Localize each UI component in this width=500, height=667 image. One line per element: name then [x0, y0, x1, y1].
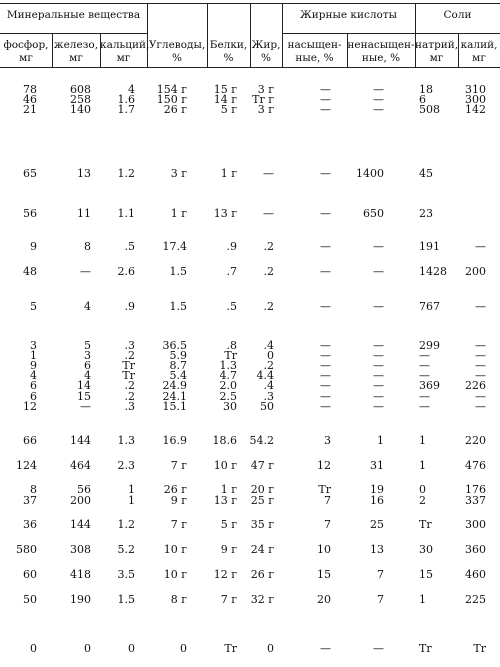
cell-fat: 26 г [250, 568, 274, 581]
cell-carbs: 24.9 [162, 379, 187, 392]
cell-calcium: 3.5 [117, 568, 135, 581]
cell-sodium: 508 [419, 103, 440, 116]
cell-protein: 12 г [213, 568, 237, 581]
cell-unsaturated: 1 [377, 434, 384, 447]
group-header-salts: Соли [443, 9, 472, 21]
cell-carbs: 9 г [170, 494, 187, 507]
cell-saturated: 15 [317, 568, 331, 581]
cell-saturated: 3 [324, 434, 331, 447]
cell-calcium: 1.6 [117, 93, 135, 106]
cell-sodium: 15 [419, 568, 433, 581]
cell-unsaturated: 25 [370, 518, 384, 531]
cell-protein: 2.5 [219, 390, 237, 403]
cell-sodium: 299 [419, 339, 440, 352]
cell-sodium: 369 [419, 379, 440, 392]
cell-carbs: 5.9 [169, 349, 187, 362]
cell-saturated: — [320, 359, 331, 372]
cell-unsaturated: — [373, 369, 384, 382]
cell-protein: 13 г [213, 494, 237, 507]
cell-calcium: Tr [122, 359, 135, 372]
cell-sodium: Tr [419, 518, 432, 531]
cell-calcium: 1.2 [117, 167, 135, 180]
cell-saturated: — [320, 642, 331, 655]
cell-iron: 190 [70, 593, 91, 606]
cell-sodium: 30 [419, 543, 433, 556]
cell-potassium: 226 [465, 379, 486, 392]
cell-phosphorus: 9 [30, 359, 37, 372]
cell-sodium: — [419, 369, 430, 382]
cell-unsaturated: — [373, 265, 384, 278]
cell-unsaturated: 13 [370, 543, 384, 556]
cell-iron: 144 [70, 434, 91, 447]
cell-unsaturated: 1400 [356, 167, 384, 180]
group-header-minerals: Минеральные вещества [6, 9, 141, 21]
cell-unsaturated: — [373, 379, 384, 392]
cell-iron: — [80, 400, 91, 413]
cell-iron: 200 [70, 494, 91, 507]
cell-phosphorus: 78 [23, 83, 37, 96]
cell-carbs: 26 г [163, 483, 187, 496]
cell-fat: 47 г [250, 459, 274, 472]
cell-sodium: 0 [419, 483, 426, 496]
cell-protein: 1 г [220, 483, 237, 496]
cell-potassium: 360 [465, 543, 486, 556]
cell-fat: .2 [263, 240, 274, 253]
cell-calcium: .2 [124, 390, 135, 403]
cell-iron: 11 [77, 207, 91, 220]
cell-fat: 4.4 [256, 369, 274, 382]
cell-fat: .2 [263, 359, 274, 372]
cell-saturated: — [320, 240, 331, 253]
cell-saturated: — [320, 369, 331, 382]
cell-calcium: .3 [124, 339, 135, 352]
cell-potassium: — [475, 369, 486, 382]
cell-iron: 0 [84, 642, 91, 655]
column-header-phosphorus: фосфор, мг [3, 39, 49, 64]
cell-sodium: 6 [419, 93, 426, 106]
cell-potassium: — [475, 359, 486, 372]
cell-saturated: 7 [324, 494, 331, 507]
cell-carbs: 10 г [163, 568, 187, 581]
cell-protein: 13 г [213, 207, 237, 220]
cell-carbs: 24.1 [162, 390, 187, 403]
cell-iron: 140 [70, 103, 91, 116]
cell-sodium: — [419, 359, 430, 372]
cell-carbs: 10 г [163, 543, 187, 556]
cell-phosphorus: 66 [23, 434, 37, 447]
cell-protein: 4.7 [219, 369, 237, 382]
cell-carbs: 7 г [170, 518, 187, 531]
cell-potassium: 476 [465, 459, 486, 472]
group-header-rule [0, 33, 147, 34]
cell-fat: .4 [263, 379, 274, 392]
cell-fat: 3 г [257, 83, 274, 96]
cell-iron: 144 [70, 518, 91, 531]
cell-sodium: 45 [419, 167, 433, 180]
cell-protein: 30 [223, 400, 237, 413]
cell-protein: 1.3 [219, 359, 237, 372]
cell-calcium: 4 [128, 83, 135, 96]
cell-iron: 8 [84, 240, 91, 253]
cell-phosphorus: 6 [30, 379, 37, 392]
cell-saturated: — [320, 93, 331, 106]
cell-calcium: 2.3 [117, 459, 135, 472]
cell-calcium: 0 [128, 642, 135, 655]
cell-unsaturated: 650 [363, 207, 384, 220]
cell-iron: 4 [84, 300, 91, 313]
cell-phosphorus: 3 [30, 339, 37, 352]
column-header-sodium: натрий, мг [415, 39, 459, 64]
cell-saturated: 20 [317, 593, 331, 606]
cell-carbs: 8 г [170, 593, 187, 606]
cell-phosphorus: 1 [30, 349, 37, 362]
cell-unsaturated: 16 [370, 494, 384, 507]
cell-protein: 2.0 [219, 379, 237, 392]
cell-unsaturated: — [373, 83, 384, 96]
cell-protein: Tr [224, 349, 237, 362]
cell-carbs: 154 г [156, 83, 187, 96]
cell-fat: 0 [267, 642, 274, 655]
column-header-saturated: насыщен- ные, % [287, 39, 342, 64]
cell-unsaturated: 31 [370, 459, 384, 472]
cell-sodium: 767 [419, 300, 440, 313]
cell-saturated: — [320, 265, 331, 278]
group-header-fatty-acids: Жирные кислоты [299, 9, 398, 21]
cell-protein: 15 г [213, 83, 237, 96]
cell-unsaturated: — [373, 390, 384, 403]
cell-potassium: Tr [473, 642, 486, 655]
cell-phosphorus: 46 [23, 93, 37, 106]
cell-sodium: — [419, 390, 430, 403]
cell-calcium: 1.7 [117, 103, 135, 116]
cell-saturated: — [320, 379, 331, 392]
cell-fat: 20 г [250, 483, 274, 496]
cell-saturated: 12 [317, 459, 331, 472]
column-header-fat: Жир, % [251, 39, 281, 64]
cell-unsaturated: — [373, 93, 384, 106]
cell-protein: 1 г [220, 167, 237, 180]
cell-sodium: — [419, 400, 430, 413]
cell-fat: .2 [263, 300, 274, 313]
cell-potassium: 200 [465, 265, 486, 278]
cell-phosphorus: 36 [23, 518, 37, 531]
cell-calcium: 1 [128, 494, 135, 507]
cell-iron: 14 [77, 379, 91, 392]
cell-fat: 35 г [250, 518, 274, 531]
cell-protein: .8 [226, 339, 237, 352]
cell-calcium: .5 [124, 240, 135, 253]
cell-calcium: Tr [122, 369, 135, 382]
cell-protein: 9 г [220, 543, 237, 556]
cell-carbs: 26 г [163, 103, 187, 116]
cell-potassium: — [475, 349, 486, 362]
cell-unsaturated: 19 [370, 483, 384, 496]
cell-iron: 3 [84, 349, 91, 362]
cell-sodium: 18 [419, 83, 433, 96]
cell-phosphorus: 5 [30, 300, 37, 313]
cell-saturated: — [320, 207, 331, 220]
cell-sodium: 23 [419, 207, 433, 220]
column-header-unsaturated: ненасыщен- ные, % [347, 39, 415, 64]
cell-carbs: 17.4 [162, 240, 187, 253]
cell-saturated: 10 [317, 543, 331, 556]
cell-phosphorus: 4 [30, 369, 37, 382]
cell-fat: .4 [263, 339, 274, 352]
cell-carbs: 3 г [170, 167, 187, 180]
cell-phosphorus: 9 [30, 240, 37, 253]
cell-saturated: Tr [318, 483, 331, 496]
cell-phosphorus: 12 [23, 400, 37, 413]
cell-phosphorus: 580 [16, 543, 37, 556]
cell-carbs: 1.5 [169, 300, 187, 313]
cell-potassium: 220 [465, 434, 486, 447]
cell-fat: 0 [267, 349, 274, 362]
cell-potassium: 460 [465, 568, 486, 581]
cell-carbs: 5.4 [169, 369, 187, 382]
cell-calcium: 2.6 [117, 265, 135, 278]
cell-phosphorus: 21 [23, 103, 37, 116]
cell-fat: 54.2 [249, 434, 274, 447]
column-header-calcium: кальций, мг [100, 39, 150, 64]
cell-saturated: — [320, 349, 331, 362]
cell-carbs: 15.1 [162, 400, 187, 413]
column-header-carbs: Углеводы, % [148, 39, 206, 64]
cell-phosphorus: 48 [23, 265, 37, 278]
cell-sodium: 1 [419, 434, 426, 447]
cell-potassium: 300 [465, 518, 486, 531]
cell-saturated: — [320, 103, 331, 116]
cell-iron: 464 [70, 459, 91, 472]
cell-phosphorus: 0 [30, 642, 37, 655]
cell-calcium: 1.3 [117, 434, 135, 447]
cell-fat: 25 г [250, 494, 274, 507]
cell-protein: 10 г [213, 459, 237, 472]
cell-saturated: — [320, 167, 331, 180]
cell-fat: Tr г [252, 93, 274, 106]
cell-iron: 56 [77, 483, 91, 496]
cell-potassium: 300 [465, 93, 486, 106]
cell-fat: 50 [260, 400, 274, 413]
cell-sodium: — [419, 349, 430, 362]
cell-sodium: 2 [419, 494, 426, 507]
cell-fat: 32 г [250, 593, 274, 606]
cell-protein: .9 [226, 240, 237, 253]
cell-sodium: 1 [419, 459, 426, 472]
cell-unsaturated: — [373, 359, 384, 372]
cell-unsaturated: — [373, 300, 384, 313]
cell-saturated: 7 [324, 518, 331, 531]
cell-saturated: — [320, 300, 331, 313]
cell-iron: 258 [70, 93, 91, 106]
cell-iron: 308 [70, 543, 91, 556]
cell-fat: 3 г [257, 103, 274, 116]
cell-calcium: .2 [124, 379, 135, 392]
cell-calcium: 1.5 [117, 593, 135, 606]
cell-carbs: 8.7 [169, 359, 187, 372]
group-header-rule [282, 33, 500, 34]
cell-sodium: 191 [419, 240, 440, 253]
cell-potassium: 176 [465, 483, 486, 496]
cell-fat: .3 [263, 390, 274, 403]
cell-phosphorus: 124 [16, 459, 37, 472]
cell-calcium: 5.2 [117, 543, 135, 556]
cell-phosphorus: 6 [30, 390, 37, 403]
cell-carbs: 36.5 [162, 339, 187, 352]
cell-unsaturated: — [373, 400, 384, 413]
cell-calcium: 1.2 [117, 518, 135, 531]
cell-iron: 15 [77, 390, 91, 403]
cell-calcium: .2 [124, 349, 135, 362]
cell-unsaturated: 7 [377, 593, 384, 606]
cell-potassium: — [475, 240, 486, 253]
cell-calcium: .3 [124, 400, 135, 413]
cell-iron: 13 [77, 167, 91, 180]
cell-sodium: 1428 [419, 265, 447, 278]
cell-potassium: 225 [465, 593, 486, 606]
cell-protein: 5 г [220, 518, 237, 531]
cell-iron: 6 [84, 359, 91, 372]
cell-unsaturated: — [373, 339, 384, 352]
cell-protein: Tr [224, 642, 237, 655]
cell-calcium: .9 [124, 300, 135, 313]
cell-carbs: 1 г [170, 207, 187, 220]
cell-phosphorus: 50 [23, 593, 37, 606]
cell-potassium: 337 [465, 494, 486, 507]
cell-phosphorus: 65 [23, 167, 37, 180]
cell-fat: .2 [263, 265, 274, 278]
cell-sodium: Tr [419, 642, 432, 655]
cell-carbs: 7 г [170, 459, 187, 472]
cell-phosphorus: 60 [23, 568, 37, 581]
cell-saturated: — [320, 339, 331, 352]
cell-phosphorus: 37 [23, 494, 37, 507]
column-header-potassium: калий, мг [460, 39, 498, 64]
column-header-protein: Белки, % [209, 39, 248, 64]
cell-iron: 5 [84, 339, 91, 352]
cell-saturated: — [320, 83, 331, 96]
cell-unsaturated: — [373, 349, 384, 362]
cell-calcium: 1 [128, 483, 135, 496]
cell-potassium: — [475, 390, 486, 403]
cell-potassium: — [475, 339, 486, 352]
cell-potassium: — [475, 300, 486, 313]
cell-iron: 608 [70, 83, 91, 96]
cell-unsaturated: — [373, 642, 384, 655]
cell-fat: — [263, 167, 274, 180]
cell-protein: .5 [226, 300, 237, 313]
cell-unsaturated: — [373, 103, 384, 116]
cell-phosphorus: 56 [23, 207, 37, 220]
column-header-iron: железо, мг [53, 39, 99, 64]
cell-protein: 5 г [220, 103, 237, 116]
cell-iron: 418 [70, 568, 91, 581]
cell-iron: — [80, 265, 91, 278]
cell-potassium: 142 [465, 103, 486, 116]
cell-calcium: 1.1 [117, 207, 135, 220]
cell-potassium: — [475, 400, 486, 413]
cell-iron: 4 [84, 369, 91, 382]
cell-fat: 24 г [250, 543, 274, 556]
cell-unsaturated: 7 [377, 568, 384, 581]
cell-fat: — [263, 207, 274, 220]
cell-carbs: 150 г [156, 93, 187, 106]
cell-carbs: 16.9 [162, 434, 187, 447]
cell-saturated: — [320, 400, 331, 413]
cell-potassium: 310 [465, 83, 486, 96]
cell-sodium: 1 [419, 593, 426, 606]
cell-saturated: — [320, 390, 331, 403]
cell-protein: 18.6 [212, 434, 237, 447]
cell-protein: .7 [226, 265, 237, 278]
cell-protein: 7 г [220, 593, 237, 606]
cell-carbs: 1.5 [169, 265, 187, 278]
cell-protein: 14 г [213, 93, 237, 106]
cell-carbs: 0 [180, 642, 187, 655]
cell-phosphorus: 8 [30, 483, 37, 496]
cell-unsaturated: — [373, 240, 384, 253]
